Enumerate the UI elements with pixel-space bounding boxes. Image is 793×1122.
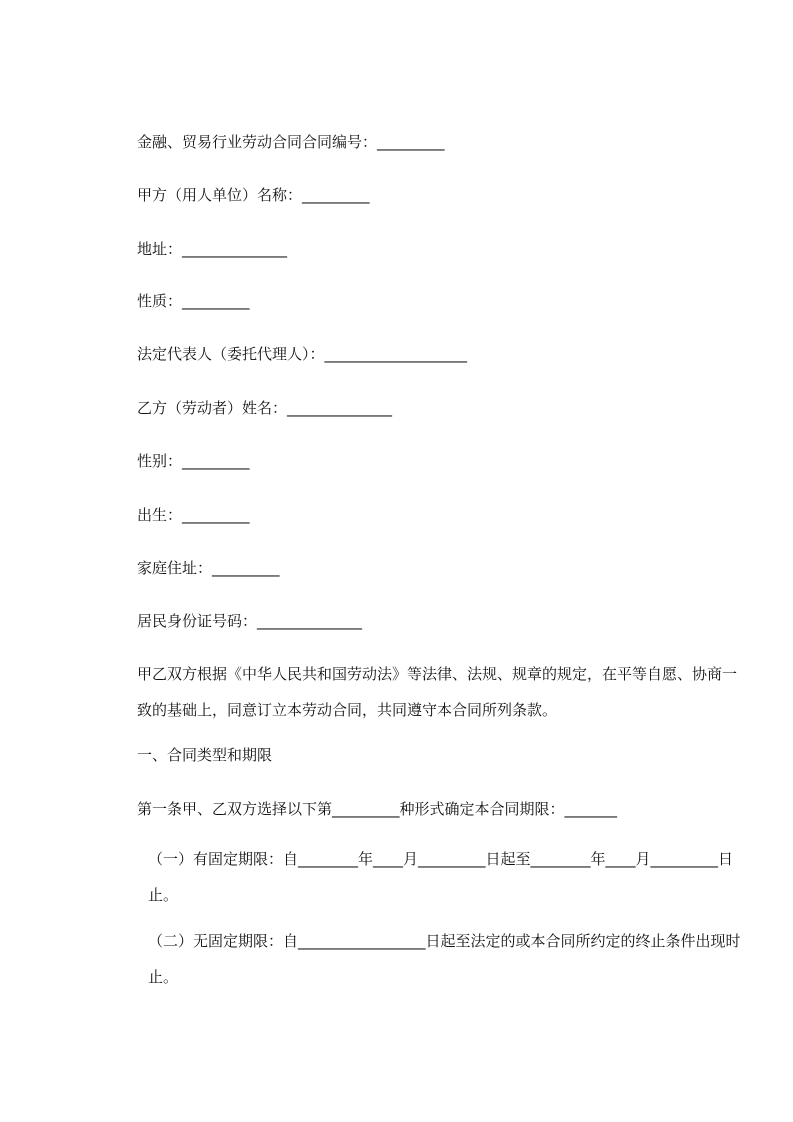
legal-representative-line: 法定代表人（委托代理人）：___________________ [137,345,468,363]
address-line: 地址：______________ [137,240,288,258]
fixed-term-paragraph: （一）有固定期限：自________年____月_________日起至________年____月_________日止。 [148,850,734,904]
party-b-name-line: 乙方（劳动者）姓名：______________ [137,399,393,417]
article-1-line: 第一条甲、乙双方选择以下第_________种形式确定本合同期限：_______ [137,800,618,818]
contract-number-line: 金融、贸易行业劳动合同合同编号：_________ [137,133,445,151]
party-a-name-line: 甲方（用人单位）名称：_________ [137,186,370,204]
open-term-paragraph: （二）无固定期限：自_________________日起至法定的或本合同所约定的终止条件出现时止。 [148,932,741,986]
intro-paragraph: 甲乙双方根据《中华人民共和国劳动法》等法律、法规、规章的规定，在平等自愿、协商一致的基础上，同意订立本劳动合同，共同遵守本合同所列条款。 [137,665,738,719]
gender-line: 性别：_________ [137,452,250,470]
birth-line: 出生：_________ [137,506,250,524]
nature-line: 性质：_________ [137,292,250,310]
home-address-line: 家庭住址：_________ [137,559,280,577]
id-number-line: 居民身份证号码：______________ [137,612,363,630]
section-1-title: 一、合同类型和期限 [137,746,273,764]
